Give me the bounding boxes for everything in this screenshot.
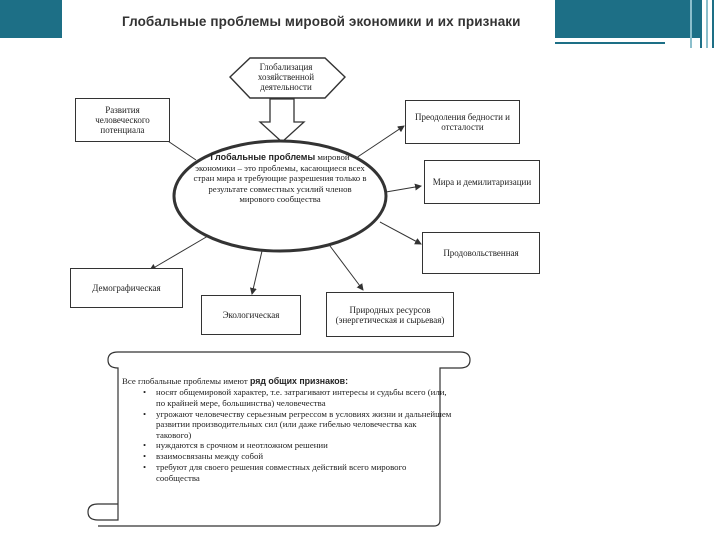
connector bbox=[252, 251, 262, 294]
sign-item: • носят общемировой характер, т.е. затрагивают интересы и судьбы всего (или, по крайней мере, большинства) человечества bbox=[156, 387, 452, 408]
signs-items bbox=[122, 387, 452, 483]
connector bbox=[386, 186, 421, 192]
sign-item: • требуют для своего решения совместных действий всего мирового сообщества bbox=[156, 462, 452, 483]
signs-lead-text: Все глобальные проблемы имеют bbox=[122, 376, 248, 386]
signs-lead-bold: ряд общих признаков: bbox=[249, 376, 349, 386]
center-bold: Глобальные проблемы bbox=[210, 152, 316, 162]
sign-item: • взаимосвязаны между собой bbox=[156, 451, 452, 461]
sign-item: • угрожают человечеству серьезным регрессом в условиях жизни и дальнейшем развитии производительных сил (или даже гибелью человечества как такового) bbox=[156, 409, 452, 440]
signs-list bbox=[122, 376, 452, 484]
box-demographic: Демографическая bbox=[70, 268, 183, 308]
hexagon-label: Глобализация хозяйственной деятельности bbox=[257, 62, 315, 92]
box-resources: Природных ресурсов (энергетическая и сырьевая) bbox=[326, 292, 454, 337]
connector bbox=[380, 222, 421, 244]
connector bbox=[330, 246, 363, 290]
page-title: Глобальные проблемы мировой экономики и их признаки bbox=[122, 14, 521, 29]
connector bbox=[150, 236, 208, 270]
center-body: мировой экономики – это проблемы, касающиеся всех стран мира и требующие разрешения только в результате совместных усилий членов мирового сообщества bbox=[193, 152, 367, 204]
box-peace: Мира и демилитаризации bbox=[424, 160, 540, 204]
box-ecological: Экологическая bbox=[201, 295, 301, 335]
sign-item: • нуждаются в срочном и неотложном решении bbox=[156, 440, 452, 450]
signs-lead bbox=[122, 376, 452, 386]
box-poverty: Преодоления бедности и отсталости bbox=[405, 100, 520, 144]
box-food: Продовольственная bbox=[422, 232, 540, 274]
box-development: Развития человеческого потенциала bbox=[75, 98, 170, 142]
center-definition bbox=[190, 152, 370, 236]
hollow-arrow bbox=[260, 99, 304, 142]
